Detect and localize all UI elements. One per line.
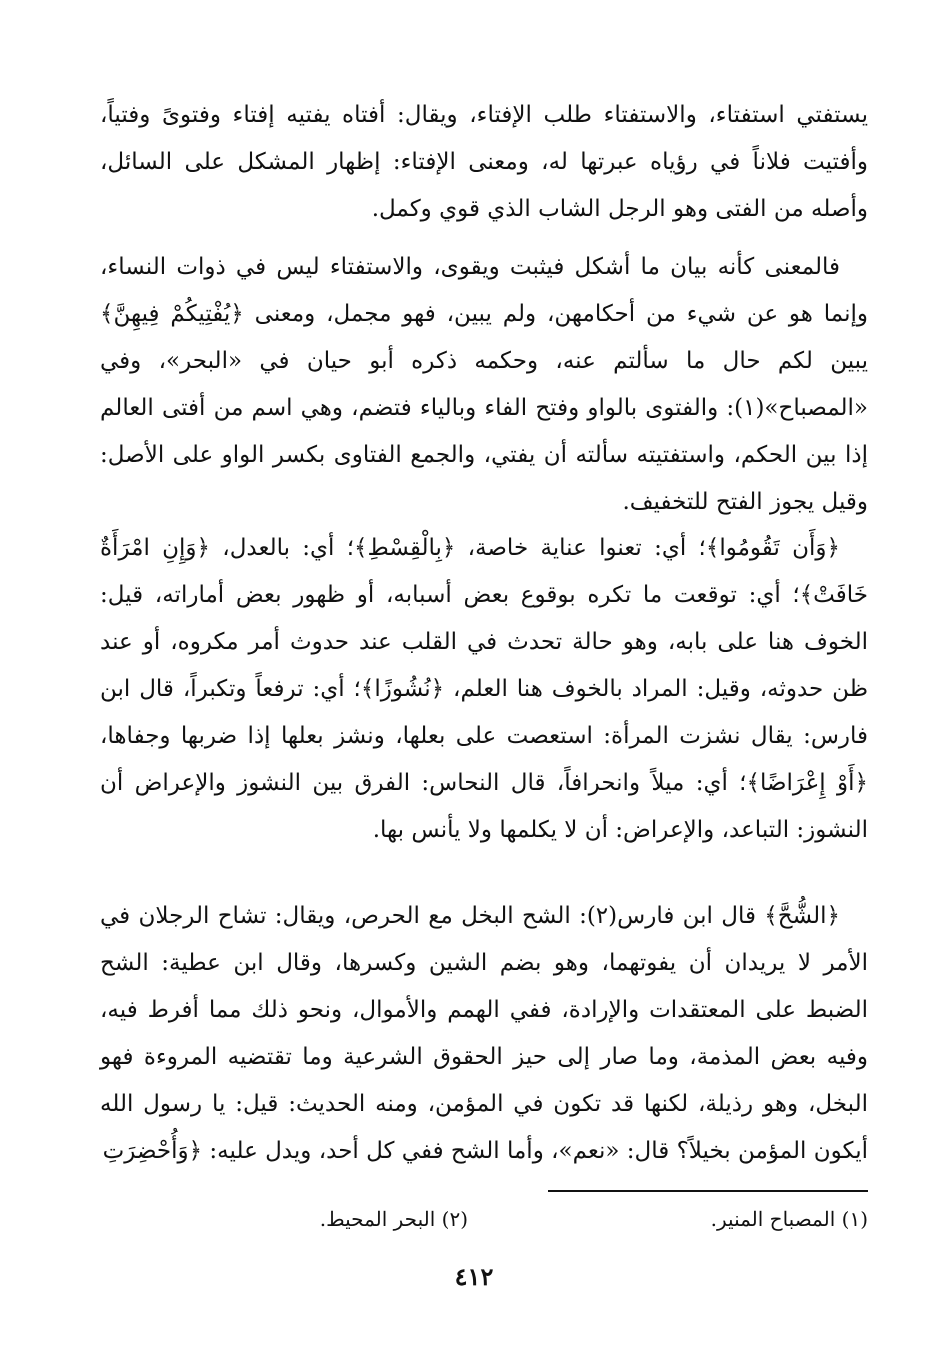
footnote-divider — [548, 1190, 868, 1192]
paragraph-4 — [100, 893, 868, 1175]
paragraph-1 — [100, 92, 868, 233]
page-number: ٤١٢ — [454, 1262, 494, 1291]
paragraph-3 — [100, 525, 868, 854]
footnote-2: (٢) البحر المحيط. — [319, 1207, 468, 1231]
paragraph-text: فالمعنى كأنه بيان ما أشكل فيثبت ويقوى، والاستفتاء ليس في ذوات النساء، وإنما هو عن شيء من أحكامهن، ولم يبين، فهو مجمل، ومعنى ﴿يُفْتِيكُمْ فِيهِنَّ﴾ يبين لكم حال ما سألتم عنه، وحكمه ذكره أبو حيان في «البحر»، وفي «المصباح»(١): والفتوى بالواو وفتح الفاء وبالياء فتضم، وهي اسم من أفتى العالم إذا بين الحكم، واستفتيته سألته أن يفتي، والجمع الفتاوى بكسر الواو على الأصل: وقيل يجوز الفتح للتخفيف. — [100, 254, 868, 515]
paragraph-text: ﴿وَأَن تَقُومُوا﴾؛ أي: تعنوا عناية خاصة، ﴿بِالْقِسْطِ﴾؛ أي: بالعدل، ﴿وَإِنِ امْرَأَةٌ خَافَتْ﴾؛ أي: توقعت ما تكره بوقوع بعض أسبابه، أو ظهور بعض أماراته، قيل: الخوف هنا على بابه، وهو حالة تحدث في القلب عند حدوث أمر مكروه، أو عند ظن حدوثه، وقيل: المراد بالخوف هنا العلم، ﴿نُشُوزًا﴾؛ أي: ترفعاً وتكبراً، قال ابن فارس: يقال نشزت المرأة: استعصت على بعلها، ونشز بعلها إذا ضربها وجفاها، ﴿أَوْ إِعْرَاضًا﴾؛ أي: ميلاً وانحرافاً، قال النحاس: الفرق بين النشوز والإعراض أن النشوز: التباعد، والإعراض: أن لا يكلمها ولا يأنس بها. — [100, 535, 868, 843]
footnote-1: (١) المصباح المنير. — [710, 1207, 868, 1231]
paragraph-text: يستفتي استفتاء، والاستفتاء طلب الإفتاء، ويقال: أفتاه يفتيه إفتاء وفتوىً وفتياً، وأفتيت فلاناً في رؤياه عبرتها له، ومعنى الإفتاء: إظهار المشكل على السائل، وأصله من الفتى وهو الرجل الشاب الذي قوي وكمل. — [100, 102, 868, 222]
paragraph-text: ﴿الشُّحَّ﴾ قال ابن فارس(٢): الشح البخل مع الحرص، ويقال: تشاح الرجلان في الأمر لا يريدان أن يفوتهما، وهو بضم الشين وكسرها، وقال ابن عطية: الشح الضبط على المعتقدات والإرادة، ففي الهمم والأموال، ونحو ذلك مما أفرط فيه، وفيه بعض المذمة، وما صار إلى حيز الحقوق الشرعية وما تقتضيه المروءة فهو البخل، وهو رذيلة، لكنها قد تكون في المؤمن، ومنه الحديث: قيل: يا رسول الله أيكون المؤمن بخيلاً؟ قال: «نعم»، وأما الشح ففي كل أحد، ويدل عليه: ﴿وَأُحْضِرَتِ — [100, 903, 868, 1164]
paragraph-2 — [100, 244, 868, 526]
